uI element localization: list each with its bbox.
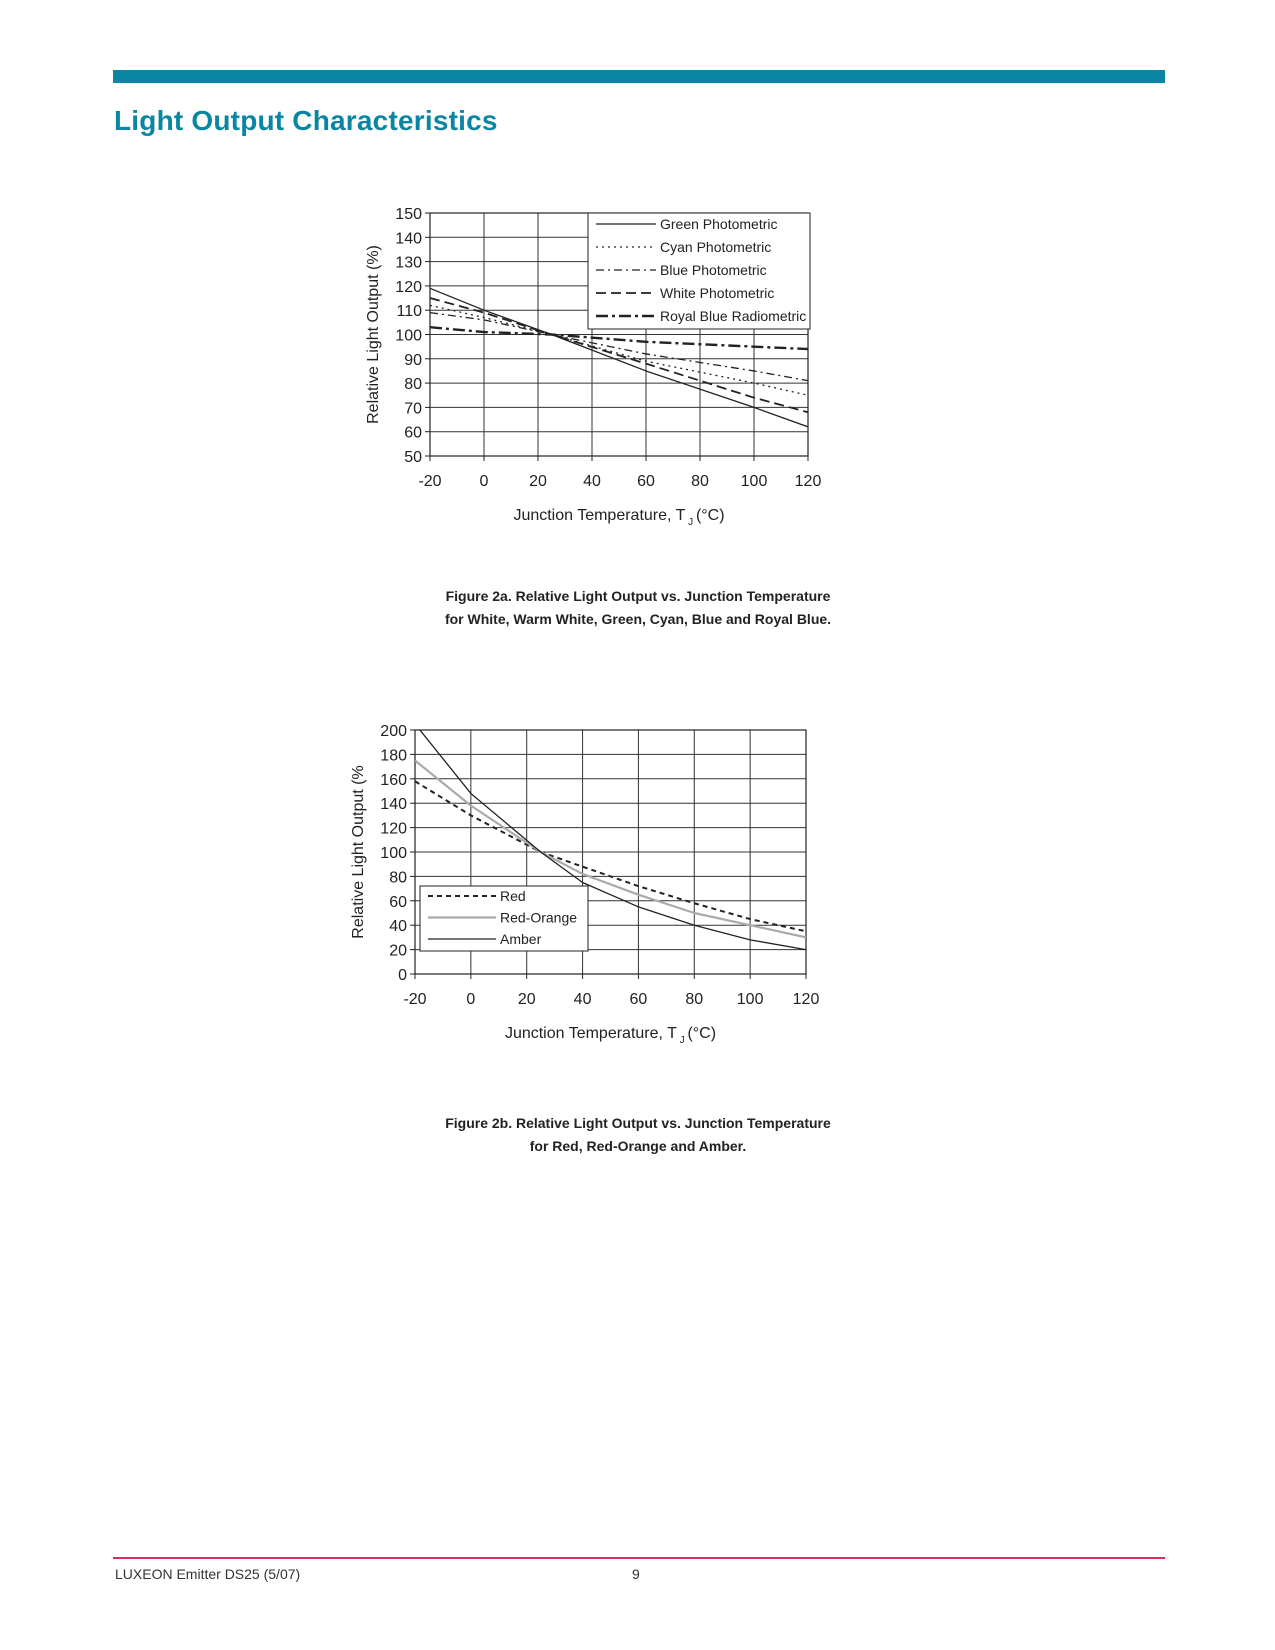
x-tick-label: 80 bbox=[691, 473, 709, 490]
y-tick-label: 140 bbox=[395, 230, 422, 248]
x-tick-label: 20 bbox=[517, 991, 536, 1008]
y-tick-label: 70 bbox=[404, 400, 422, 418]
x-tick-label: 0 bbox=[466, 991, 476, 1008]
y-tick-label: 20 bbox=[389, 942, 407, 960]
figure-2a-chart bbox=[365, 205, 890, 565]
x-axis-label: Junction Temperature, T $_J$ (°C) bbox=[513, 507, 725, 528]
figure-2a-caption-line1: Figure 2a. Relative Light Output vs. Junction Temperature bbox=[445, 588, 831, 604]
y-tick-label: 180 bbox=[380, 747, 407, 765]
fig2a-legend bbox=[588, 213, 810, 329]
y-tick-label: 100 bbox=[395, 327, 422, 345]
y-tick-label: 120 bbox=[395, 278, 422, 296]
x-tick-label: -20 bbox=[403, 991, 427, 1008]
figure-2b-chart bbox=[350, 723, 890, 1085]
legend-label: Red bbox=[500, 888, 526, 904]
y-tick-label: 100 bbox=[380, 845, 407, 862]
x-tick-label: 60 bbox=[629, 991, 648, 1008]
series-line-royal-blue-radiometric bbox=[430, 327, 808, 349]
y-tick-label: 40 bbox=[389, 918, 407, 936]
y-tick-label: 110 bbox=[396, 303, 422, 321]
figure-2b-caption bbox=[258, 1112, 1018, 1158]
y-axis-label: Relative Light Output (%) bbox=[365, 245, 382, 424]
y-tick-label: 60 bbox=[404, 424, 422, 442]
legend-label: Royal Blue Radiometric bbox=[660, 308, 807, 324]
legend-label: Cyan Photometric bbox=[660, 239, 772, 255]
y-tick-label: 140 bbox=[380, 796, 407, 814]
x-tick-label: 120 bbox=[792, 991, 820, 1008]
legend-label: Green Photometric bbox=[660, 216, 778, 232]
y-tick-label: 0 bbox=[398, 967, 407, 984]
x-tick-label: 0 bbox=[479, 473, 489, 490]
x-tick-label: 100 bbox=[736, 991, 764, 1008]
x-tick-label: 40 bbox=[573, 991, 592, 1008]
figure-2b-caption-line1: Figure 2b. Relative Light Output vs. Junction Temperature bbox=[445, 1115, 831, 1131]
y-tick-label: 150 bbox=[395, 206, 422, 223]
x-axis-label: Junction Temperature, T $_J$ (°C) bbox=[504, 1025, 717, 1046]
y-tick-label: 80 bbox=[389, 869, 407, 887]
x-tick-label: 40 bbox=[583, 473, 601, 490]
x-tick-label: -20 bbox=[418, 473, 442, 490]
footer-page-number: 9 bbox=[632, 1566, 640, 1582]
legend-label: White Photometric bbox=[660, 285, 775, 301]
y-tick-label: 130 bbox=[395, 254, 422, 272]
footer-rule bbox=[113, 1557, 1165, 1559]
x-tick-label: 120 bbox=[794, 473, 822, 490]
figure-2a-caption bbox=[258, 585, 1018, 631]
legend-label: Red-Orange bbox=[500, 909, 578, 926]
y-tick-label: 200 bbox=[380, 723, 407, 740]
y-tick-label: 80 bbox=[404, 376, 422, 394]
x-tick-label: 100 bbox=[740, 473, 768, 490]
footer-document-id: LUXEON Emitter DS25 (5/07) bbox=[115, 1566, 301, 1582]
y-tick-label: 90 bbox=[404, 351, 422, 369]
legend-label: Amber bbox=[500, 931, 542, 947]
fig2b-legend bbox=[420, 886, 588, 951]
x-tick-label: 60 bbox=[637, 473, 655, 490]
y-tick-label: 50 bbox=[404, 449, 422, 466]
legend-label: Blue Photometric bbox=[660, 262, 767, 278]
figure-2b-caption-line2: for Red, Red-Orange and Amber. bbox=[529, 1138, 747, 1154]
header-accent-bar bbox=[113, 70, 1165, 83]
y-tick-label: 60 bbox=[389, 893, 407, 911]
x-tick-label: 80 bbox=[685, 991, 704, 1008]
fig2b-svg bbox=[350, 723, 890, 1085]
y-tick-label: 120 bbox=[380, 820, 407, 838]
page-title: Light Output Characteristics bbox=[114, 105, 498, 136]
fig2a-svg bbox=[365, 205, 890, 565]
y-axis-label: Relative Light Output (% bbox=[350, 765, 367, 939]
y-tick-label: 160 bbox=[380, 771, 407, 789]
figure-2a-caption-line2: for White, Warm White, Green, Cyan, Blue and Royal Blue. bbox=[444, 611, 832, 627]
x-tick-label: 20 bbox=[529, 473, 547, 490]
